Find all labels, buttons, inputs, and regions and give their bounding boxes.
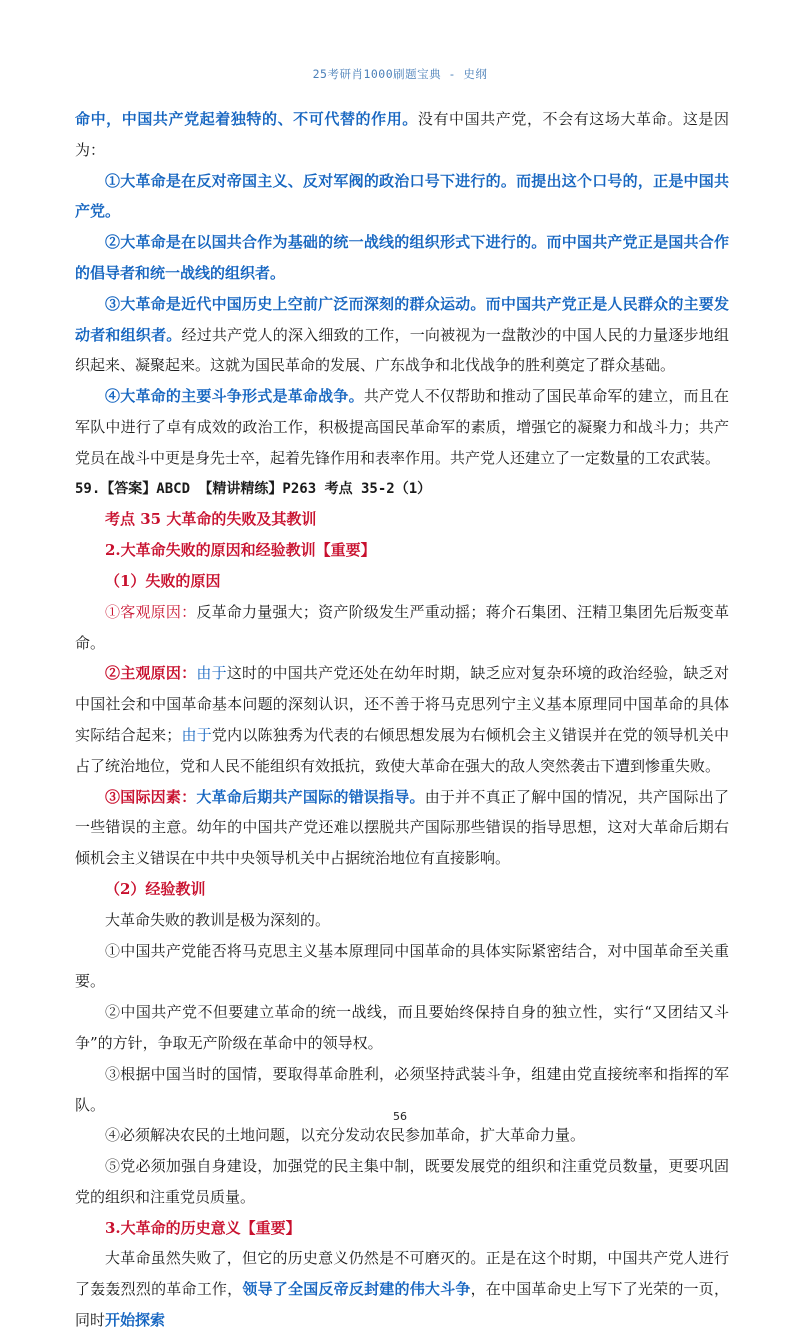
- text: ，在中国革命史上写下了光荣的一页，同时: [75, 1280, 729, 1330]
- page-header: 25考研肖1000刷题宝典 - 史纲: [312, 67, 488, 81]
- document-body: [75, 104, 729, 1336]
- paragraph: 大革命失败的教训是极为深刻的。: [105, 910, 331, 929]
- text: 反革命力量强大；资产阶级发生严重动摇；蒋介石集团、汪精卫集团先后叛变革命。: [75, 602, 729, 652]
- keyword: 由于: [196, 664, 227, 683]
- paragraph: [75, 227, 729, 289]
- paragraph: [75, 782, 729, 874]
- highlight: 命中，中国共产党起着独特的、不可代替的作用。: [75, 110, 418, 128]
- label: ①客观原因：: [105, 602, 197, 621]
- section-heading: 3.大革命的历史意义【重要】: [105, 1218, 301, 1237]
- paragraph: [75, 658, 729, 781]
- subsection-heading: （2）经验教训: [105, 879, 206, 898]
- paragraph: [75, 381, 729, 473]
- keyword: 由于: [181, 725, 212, 744]
- text: 大革命虽然失败了，但它的历史意义仍然是不可磨灭的。正是在这个时期，中国共产党人进行了轰轰烈烈的革命工作，: [75, 1249, 729, 1299]
- highlight: 领导了全国反帝反封建的伟大斗争: [242, 1280, 471, 1299]
- list-item: ③根据中国当时的国情，要取得革命胜利，必须坚持武装斗争，组建由党直接统率和指挥的军队。: [75, 1064, 729, 1114]
- list-item: ④必须解决农民的土地问题，以充分发动农民参加革命，扩大革命力量。: [105, 1126, 586, 1145]
- text: 共产党人不仅帮助和推动了国民革命军的建立，而且在军队中进行了卓有成效的政治工作，积极提高国民革命军的素质，增强它的凝聚力和战斗力；共产党员在战斗中更是身先士卒，起着先锋作用和表率作用。共产党人还建立了一定数量的工农武装。: [75, 387, 729, 467]
- paragraph: [75, 289, 729, 381]
- paragraph: [75, 1243, 729, 1335]
- highlight: 大革命后期共产国际的错误指导。: [196, 787, 425, 806]
- section-heading: 2.大革命失败的原因和经验教训【重要】: [105, 541, 376, 560]
- paragraph: [75, 597, 729, 659]
- text: 经过共产党人的深入细致的工作，一向被视为一盘散沙的中国人民的力量逐步地组织起来、凝聚起来。这就为国民革命的发展、广东战争和北伐战争的胜利奠定了群众基础。: [75, 325, 729, 375]
- list-item: ②中国共产党不但要建立革命的统一战线，而且要始终保持自身的独立性，实行“又团结又斗争”的方针，争取无产阶级在革命中的领导权。: [75, 1003, 729, 1052]
- page-number: 56: [393, 1110, 407, 1123]
- answer-line: 59.【答案】ABCD 【精讲精练】P263 考点 35-2（1）: [75, 480, 432, 497]
- highlight: ①大革命是在反对帝国主义、反对军阀的政治口号下进行的。而提出这个口号的，正是中国共产党。: [75, 171, 729, 221]
- text: 党内以陈独秀为代表的右倾思想发展为右倾机会主义错误并在党的领导机关中占了统治地位，党和人民不能组织有效抵抗，致使大革命在强大的敌人突然袭击下遭到惨重失败。: [75, 725, 729, 775]
- kaodian-title: 考点 35 大革命的失败及其教训: [105, 510, 317, 529]
- text: 没有中国共产党，不会有这场大革命。这是因为：: [75, 110, 729, 159]
- label: ③国际因素：: [105, 787, 197, 806]
- list-item: ⑤党必须加强自身建设，加强党的民主集中制，既要发展党的组织和注重党员数量，更要巩固党的组织和注重党员质量。: [75, 1157, 729, 1206]
- paragraph: [75, 166, 729, 228]
- highlight: ②大革命是在以国共合作为基础的统一战线的组织形式下进行的。而中国共产党正是国共合作的倡导者和统一战线的组织者。: [75, 233, 729, 282]
- subsection-heading: （1）失败的原因: [105, 571, 221, 590]
- text: 这时的中国共产党还处在幼年时期，缺乏应对复杂环境的政治经验，缺乏对中国社会和中国革命基本问题的深刻认识，还不善于将马克思列宁主义基本原理同中国革命的具体实际结合起来；: [75, 664, 729, 744]
- paragraph: [75, 104, 729, 166]
- list-item: ①中国共产党能否将马克思主义基本原理同中国革命的具体实际紧密结合，对中国革命至关重要。: [75, 941, 729, 991]
- label: ②主观原因：: [105, 664, 197, 683]
- text: 由于并不真正了解中国的情况，共产国际出了一些错误的主意。幼年的中国共产党还难以摆脱共产国际那些错误的指导思想，这对大革命后期右倾机会主义错误在中共中央领导机关中占据统治地位有直接影响。: [75, 787, 729, 868]
- highlight: ③大革命是近代中国历史上空前广泛而深刻的群众运动。而中国共产党正是人民群众的主要发动者和组织者。: [75, 294, 729, 344]
- highlight: ④大革命的主要斗争形式是革命战争。: [105, 387, 364, 406]
- highlight: 开始探索: [105, 1311, 166, 1330]
